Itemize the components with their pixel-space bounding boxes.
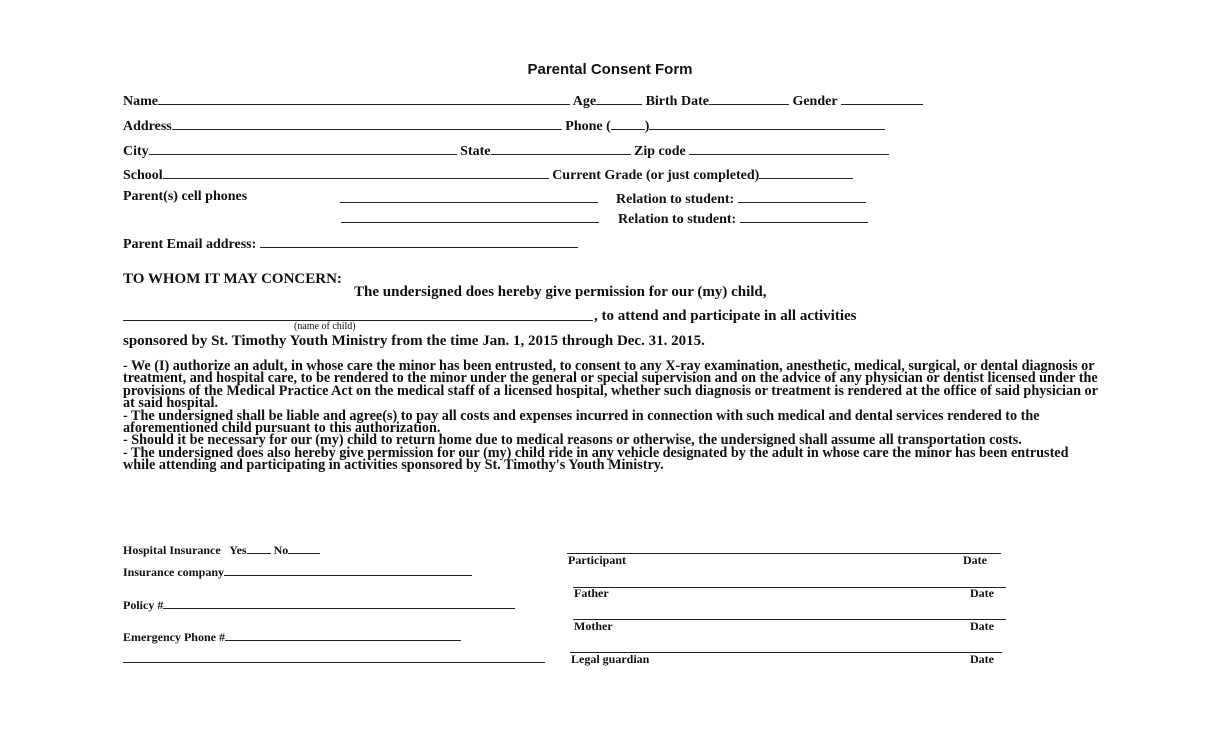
insurance-company-row <box>123 564 472 580</box>
father-date-label: Date <box>970 586 994 600</box>
emergency-row <box>123 629 461 645</box>
relation-2-label: Relation to student: <box>618 212 737 227</box>
yes-label: Yes <box>229 543 247 557</box>
concern-line-2: , to attend and participate in all activities <box>594 308 857 324</box>
phone-label: Phone ( <box>565 119 611 134</box>
term-1: - We (I) authorize an adult, in whose care the minor has been entrusted, to consent to any X-ray examination, anesthetic, medical, surgical, or dental diagnosis or treatment, and hospital care, to be rendered to the minor under the general or special supervision and on the advice of any physician or dentist licensed under the provisions of the Medical Practice Act on the medical staff of a licensed hospital, whether such diagnosis or treatment is rendered at the office of said physician or at said hospital. <box>123 358 1098 412</box>
insurance-company-field[interactable] <box>224 564 472 576</box>
child-name-caption: (name of child) <box>294 321 356 332</box>
phone-area-field[interactable] <box>611 116 645 130</box>
participant-date-label: Date <box>963 553 987 567</box>
age-field[interactable] <box>596 91 642 105</box>
no-label: No <box>273 543 289 557</box>
parent-phones-label: Parent(s) cell phones <box>123 189 248 204</box>
hospital-insurance-label: Hospital Insurance <box>123 543 221 557</box>
school-label: School <box>123 168 163 183</box>
school-row <box>123 165 853 184</box>
phone-field[interactable] <box>649 116 885 130</box>
mother-label: Mother <box>574 619 613 633</box>
grade-field[interactable] <box>759 165 853 179</box>
email-label: Parent Email address: <box>123 237 257 252</box>
email-row <box>123 234 578 253</box>
participant-signature-line[interactable] <box>567 553 1001 554</box>
school-field[interactable] <box>163 165 549 179</box>
state-label: State <box>460 144 491 159</box>
address-label: Address <box>123 119 172 134</box>
address-field[interactable] <box>172 116 562 130</box>
city-row <box>123 141 889 160</box>
relation-2-field[interactable] <box>740 209 868 223</box>
city-label: City <box>123 144 149 159</box>
mother-signature-line[interactable] <box>573 619 1006 620</box>
concern-line-3: sponsored by St. Timothy Youth Ministry from the time Jan. 1, 2015 through Dec. 31. 2015. <box>123 333 705 349</box>
relation-1-row <box>616 189 866 208</box>
terms-block <box>123 360 1098 472</box>
address-row <box>123 116 885 135</box>
policy-label: Policy # <box>123 598 164 612</box>
term-4: - The undersigned does also hereby give permission for our (my) child ride in any vehicle designated by the adult in whose care the minor has been entrusted while attending and participating in activities sponsored by St. Timothy's Youth Ministry. <box>123 444 1069 474</box>
insurance-company-label: Insurance company <box>123 565 225 579</box>
participant-label: Participant <box>568 553 626 567</box>
city-field[interactable] <box>149 141 457 155</box>
concern-heading: TO WHOM IT MAY CONCERN: <box>123 271 342 287</box>
grade-label: Current Grade (or just completed) <box>552 168 760 183</box>
father-signature-line[interactable] <box>573 587 1006 588</box>
guardian-label: Legal guardian <box>571 652 650 666</box>
no-field[interactable] <box>288 542 320 554</box>
parent-phone-2-field[interactable] <box>341 222 599 223</box>
term-3: - Should it be necessary for our (my) child to return home due to medical reasons or otherwise, the undersigned shall assume all transportation costs. <box>123 432 1022 449</box>
relation-2-row <box>618 209 868 228</box>
birth-date-field[interactable] <box>709 91 789 105</box>
birth-date-label: Birth Date <box>645 94 709 109</box>
gender-field[interactable] <box>841 91 923 105</box>
mother-date-label: Date <box>970 619 994 633</box>
parent-phone-1-field[interactable] <box>340 202 598 203</box>
phone-close: ) <box>644 119 650 134</box>
zip-field[interactable] <box>689 141 889 155</box>
emergency-field[interactable] <box>225 629 461 641</box>
emergency-label: Emergency Phone # <box>123 630 225 644</box>
name-row <box>123 91 923 110</box>
zip-label: Zip code <box>634 144 686 159</box>
state-field[interactable] <box>491 141 631 155</box>
guardian-date-label: Date <box>970 652 994 666</box>
father-label: Father <box>574 586 609 600</box>
hospital-insurance-row <box>123 542 320 558</box>
relation-1-label: Relation to student: <box>616 192 735 207</box>
name-label: Name <box>123 94 158 109</box>
extra-line-field[interactable] <box>123 662 545 663</box>
child-name-field[interactable] <box>123 320 593 321</box>
policy-field[interactable] <box>163 597 515 609</box>
name-field[interactable] <box>158 91 570 105</box>
email-field[interactable] <box>260 234 578 248</box>
gender-label: Gender <box>792 94 838 109</box>
term-2: - The undersigned shall be liable and agree(s) to pay all costs and expenses incurred in connection with such medical and dental services rendered to the aforementioned child pursuant to this authorization. <box>123 407 1040 437</box>
policy-row <box>123 597 515 613</box>
yes-field[interactable] <box>247 542 271 554</box>
concern-line-1: The undersigned does hereby give permission for our (my) child, <box>354 284 767 300</box>
age-label: Age <box>572 94 597 109</box>
page-title: Parental Consent Form <box>527 61 693 78</box>
relation-1-field[interactable] <box>738 189 866 203</box>
